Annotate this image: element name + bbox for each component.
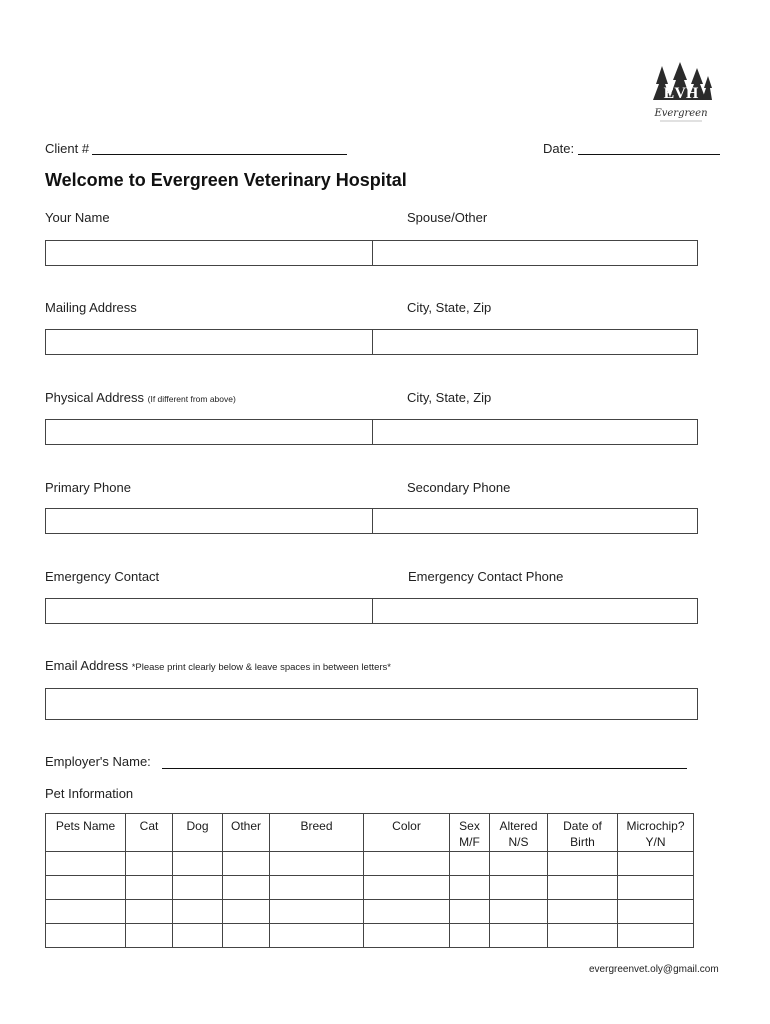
- emergency-contact-label: Emergency Contact: [45, 569, 160, 584]
- footer-email: evergreenvet.oly@gmail.com: [589, 964, 719, 975]
- email-address-label: [45, 658, 391, 673]
- pet-input-date-of-birth[interactable]: [548, 852, 617, 875]
- header-date-of-birth: [548, 814, 618, 852]
- pet-information-label: Pet Information: [45, 786, 134, 801]
- header-microchip-line-1: Microchip?: [626, 819, 685, 833]
- pet-cell-microchip: [618, 900, 694, 924]
- secondary-phone-input[interactable]: [373, 509, 697, 533]
- pet-cell-other: [223, 924, 270, 948]
- header-cat: Cat: [126, 814, 173, 852]
- emergency-box: [45, 598, 698, 624]
- pet-input-dog[interactable]: [173, 900, 222, 923]
- header-sex-line-1: Sex: [459, 819, 480, 833]
- pet-input-breed[interactable]: [270, 876, 363, 899]
- pet-cell-breed: [270, 876, 364, 900]
- city-state-zip-input-1[interactable]: [373, 330, 697, 354]
- header-altered: [490, 814, 548, 852]
- pet-cell-dog: [173, 876, 223, 900]
- pet-input-pets-name[interactable]: [46, 852, 125, 875]
- email-box: [45, 688, 698, 720]
- pet-input-pets-name[interactable]: [46, 924, 125, 947]
- pet-input-breed[interactable]: [270, 852, 363, 875]
- secondary-phone-label: Secondary Phone: [407, 480, 511, 495]
- date-label: Date:: [543, 141, 575, 156]
- physical-address-input[interactable]: [46, 420, 372, 444]
- pet-information-table: [45, 813, 694, 948]
- pet-cell-breed: [270, 924, 364, 948]
- header-pets-name: Pets Name: [46, 814, 126, 852]
- header-microchip: [618, 814, 694, 852]
- pet-cell-other: [223, 852, 270, 876]
- pet-input-microchip[interactable]: [618, 924, 693, 947]
- pet-cell-pets-name: [46, 900, 126, 924]
- pet-cell-sex: [450, 924, 490, 948]
- pet-input-date-of-birth[interactable]: [548, 900, 617, 923]
- pet-cell-altered: [490, 876, 548, 900]
- pet-input-pets-name[interactable]: [46, 900, 125, 923]
- pet-input-microchip[interactable]: [618, 900, 693, 923]
- pet-input-other[interactable]: [223, 924, 269, 947]
- pet-input-sex[interactable]: [450, 852, 489, 875]
- pet-input-sex[interactable]: [450, 876, 489, 899]
- table-row: [46, 900, 694, 924]
- header-color: Color: [364, 814, 450, 852]
- pet-input-color[interactable]: [364, 852, 449, 875]
- pet-cell-altered: [490, 924, 548, 948]
- pet-cell-microchip: [618, 852, 694, 876]
- pet-cell-date-of-birth: [548, 924, 618, 948]
- primary-phone-input[interactable]: [46, 509, 372, 533]
- spouse-other-label: Spouse/Other: [407, 210, 488, 225]
- pet-input-cat[interactable]: [126, 852, 172, 875]
- pet-input-cat[interactable]: [126, 924, 172, 947]
- table-row: [46, 852, 694, 876]
- header-dob-line-2: Birth: [570, 835, 595, 849]
- svg-text:EVH: EVH: [663, 85, 699, 102]
- page-title: Welcome to Evergreen Veterinary Hospital: [45, 170, 407, 190]
- city-state-zip-label-2: City, State, Zip: [407, 390, 492, 405]
- pet-cell-dog: [173, 924, 223, 948]
- pet-cell-cat: [126, 852, 173, 876]
- pet-input-dog[interactable]: [173, 876, 222, 899]
- pet-input-date-of-birth[interactable]: [548, 924, 617, 947]
- pet-cell-sex: [450, 852, 490, 876]
- your-name-input[interactable]: [46, 241, 372, 265]
- employer-name-line[interactable]: [162, 768, 687, 769]
- header-altered-line-1: Altered: [499, 819, 538, 833]
- header-sex: [450, 814, 490, 852]
- city-state-zip-label-1: City, State, Zip: [407, 300, 492, 315]
- pet-input-other[interactable]: [223, 852, 269, 875]
- pet-cell-sex: [450, 900, 490, 924]
- pet-input-altered[interactable]: [490, 924, 547, 947]
- physical-address-note: (If different from above): [147, 394, 236, 404]
- pet-input-microchip[interactable]: [618, 876, 693, 899]
- pet-cell-cat: [126, 900, 173, 924]
- pet-cell-cat: [126, 924, 173, 948]
- logo-text: Evergreen: [654, 108, 708, 119]
- mailing-box: [45, 329, 698, 355]
- physical-address-label: [45, 390, 236, 405]
- pet-cell-breed: [270, 900, 364, 924]
- pet-input-breed[interactable]: [270, 900, 363, 923]
- date-line[interactable]: [578, 154, 720, 155]
- primary-phone-label: Primary Phone: [45, 480, 131, 495]
- pet-input-altered[interactable]: [490, 876, 547, 899]
- email-note: *Please print clearly below & leave spaces in between letters*: [131, 662, 391, 673]
- pet-input-dog[interactable]: [173, 924, 222, 947]
- pet-input-microchip[interactable]: [618, 852, 693, 875]
- pet-input-color[interactable]: [364, 876, 449, 899]
- mailing-address-input[interactable]: [46, 330, 372, 354]
- pet-input-cat[interactable]: [126, 900, 172, 923]
- evergreen-logo: [650, 62, 712, 126]
- pet-cell-color: [364, 924, 450, 948]
- pet-input-color[interactable]: [364, 924, 449, 947]
- pet-input-color[interactable]: [364, 900, 449, 923]
- client-number-line[interactable]: [92, 154, 347, 155]
- emergency-contact-input[interactable]: [46, 599, 372, 623]
- pet-cell-other: [223, 876, 270, 900]
- pet-cell-date-of-birth: [548, 900, 618, 924]
- pet-input-breed[interactable]: [270, 924, 363, 947]
- pet-input-cat[interactable]: [126, 876, 172, 899]
- header-microchip-line-2: Y/N: [645, 835, 666, 849]
- header-breed: Breed: [270, 814, 364, 852]
- pet-input-pets-name[interactable]: [46, 876, 125, 899]
- pet-cell-other: [223, 900, 270, 924]
- pet-cell-pets-name: [46, 852, 126, 876]
- physical-box: [45, 419, 698, 445]
- pet-cell-date-of-birth: [548, 876, 618, 900]
- email-address-text: Email Address: [45, 658, 129, 673]
- client-number-label: Client #: [45, 141, 90, 156]
- header-other: Other: [223, 814, 270, 852]
- pet-table-header-row: [46, 814, 694, 852]
- email-address-input[interactable]: [46, 689, 697, 719]
- pet-cell-sex: [450, 876, 490, 900]
- header-sex-line-2: M/F: [459, 835, 480, 849]
- pet-cell-pets-name: [46, 876, 126, 900]
- header-dog: Dog: [173, 814, 223, 852]
- header-dob-line-1: Date of: [563, 819, 602, 833]
- physical-address-text: Physical Address: [45, 390, 144, 405]
- emergency-contact-phone-input[interactable]: [373, 599, 697, 623]
- pet-cell-pets-name: [46, 924, 126, 948]
- mailing-address-label: Mailing Address: [45, 300, 137, 315]
- header-altered-line-2: N/S: [508, 835, 529, 849]
- pet-cell-breed: [270, 852, 364, 876]
- spouse-other-input[interactable]: [373, 241, 697, 265]
- employer-name-label: Employer's Name:: [45, 754, 151, 769]
- pet-cell-color: [364, 852, 450, 876]
- pet-input-dog[interactable]: [173, 852, 222, 875]
- pet-cell-cat: [126, 876, 173, 900]
- pet-input-date-of-birth[interactable]: [548, 876, 617, 899]
- pet-cell-date-of-birth: [548, 852, 618, 876]
- city-state-zip-input-2[interactable]: [373, 420, 697, 444]
- pet-cell-dog: [173, 852, 223, 876]
- pet-input-other[interactable]: [223, 900, 269, 923]
- name-box: [45, 240, 698, 266]
- pet-cell-color: [364, 876, 450, 900]
- phone-box: [45, 508, 698, 534]
- pet-input-sex[interactable]: [450, 924, 489, 947]
- table-row: [46, 876, 694, 900]
- pet-cell-altered: [490, 900, 548, 924]
- pet-cell-color: [364, 900, 450, 924]
- pet-cell-microchip: [618, 924, 694, 948]
- pet-input-other[interactable]: [223, 876, 269, 899]
- pet-input-altered[interactable]: [490, 852, 547, 875]
- pet-cell-microchip: [618, 876, 694, 900]
- your-name-label: Your Name: [45, 210, 110, 225]
- pet-input-sex[interactable]: [450, 900, 489, 923]
- table-row: [46, 924, 694, 948]
- emergency-contact-phone-label: Emergency Contact Phone: [408, 569, 564, 584]
- pet-input-altered[interactable]: [490, 900, 547, 923]
- pet-cell-dog: [173, 900, 223, 924]
- pet-cell-altered: [490, 852, 548, 876]
